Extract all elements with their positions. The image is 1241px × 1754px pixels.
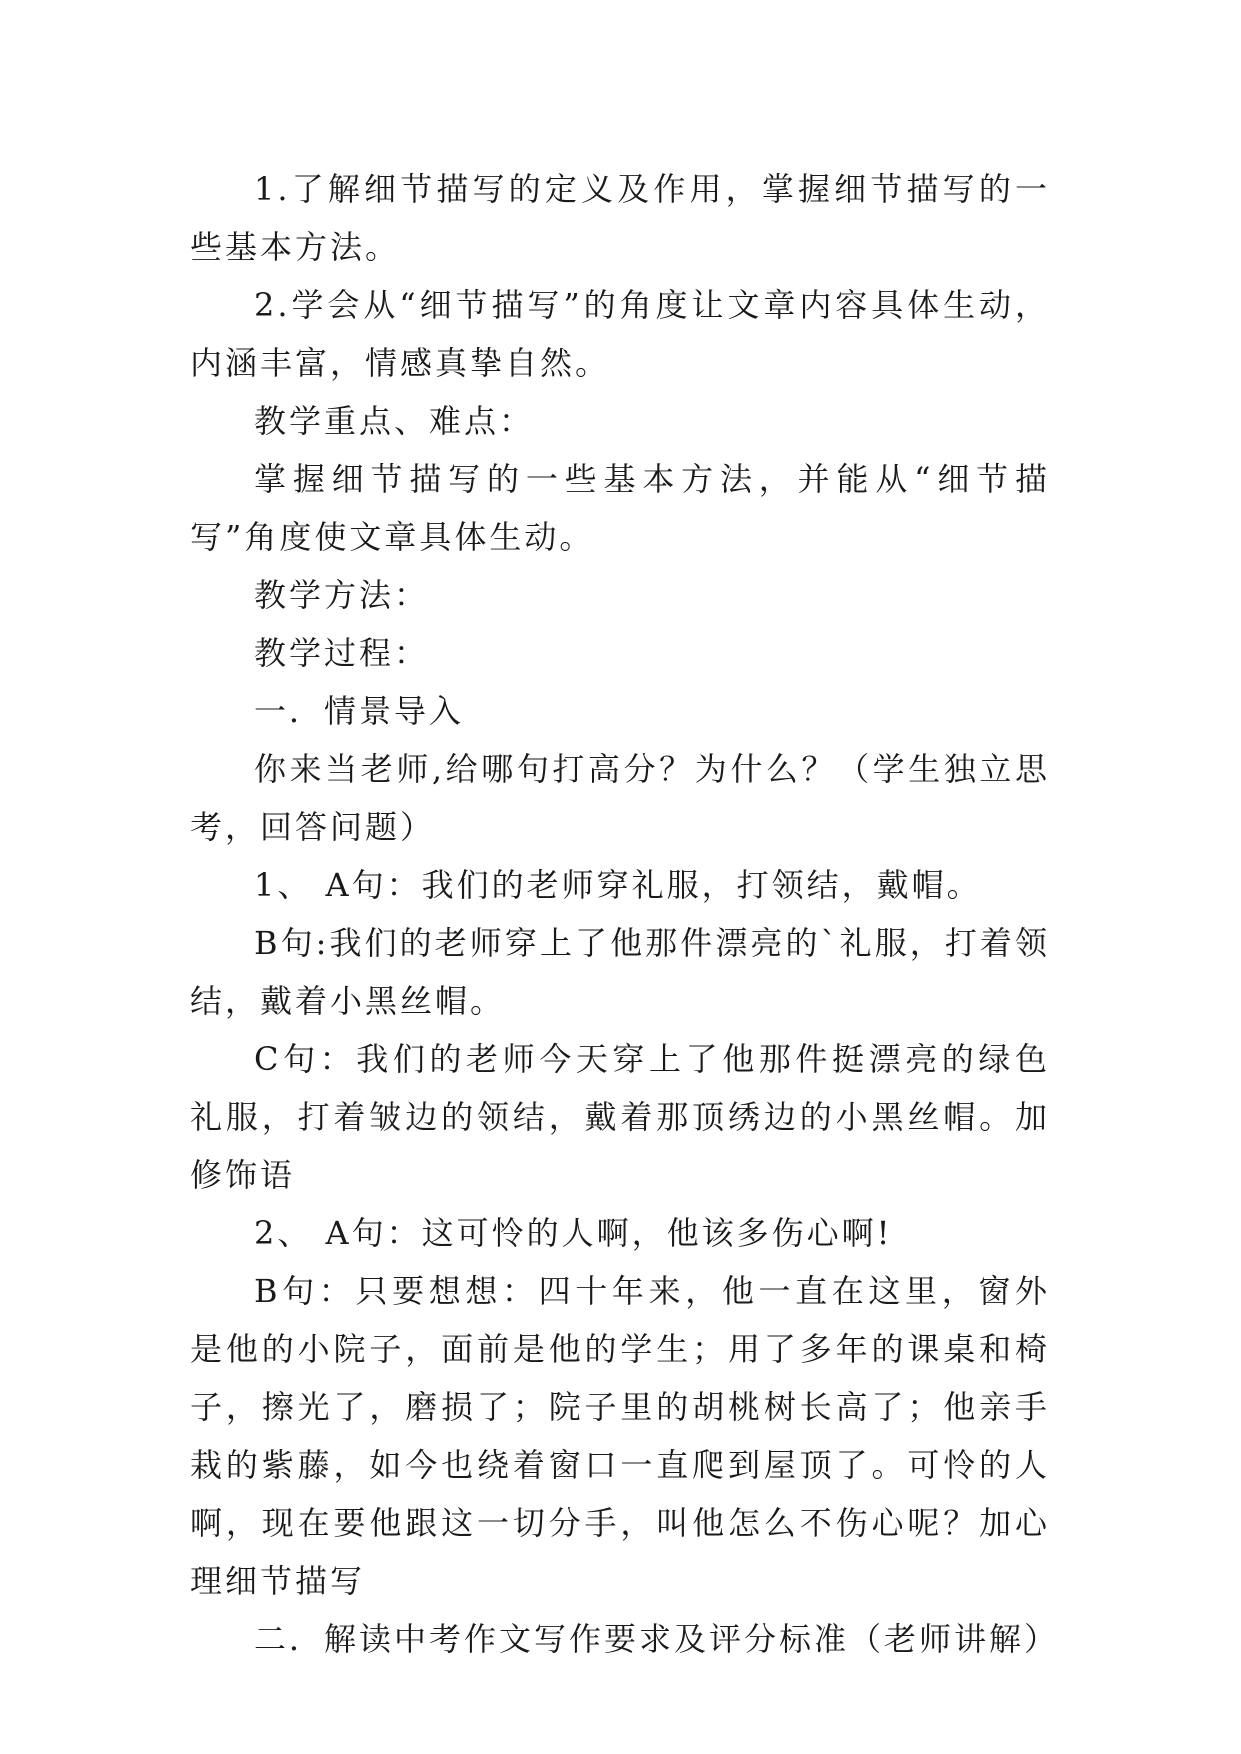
objective-2: 2.学会从“细节描写”的角度让文章内容具体生动，内涵丰富，情感真挚自然。	[190, 286, 1050, 382]
example-1-sentence-b: B句:我们的老师穿上了他那件漂亮的`礼服，打着领结，戴着小黑丝帽。	[190, 924, 1050, 1020]
section-2-heading: 二．解读中考作文写作要求及评分标准（老师讲解）	[254, 1620, 1060, 1658]
example-2-sentence-a: 2、 A句：这可怜的人啊，他该多伤心啊!	[254, 1214, 893, 1252]
teaching-methods-heading: 教学方法：	[254, 576, 430, 614]
teaching-process-heading: 教学过程：	[254, 634, 430, 672]
example-2-sentence-b: B句：只要想想：四十年来，他一直在这里，窗外是他的小院子，面前是他的学生；用了多年的课桌和椅子，擦光了，磨损了；院子里的胡桃树长高了；他亲手栽的紫藤，如今也绕着窗口一直爬到屋顶了。可怜的人啊，现在要他跟这一切分手，叫他怎么不伤心呢？加心理细节描写	[190, 1272, 1050, 1600]
objective-1: 1.了解细节描写的定义及作用，掌握细节描写的一些基本方法。	[190, 170, 1050, 266]
example-1-sentence-a: 1、 A句：我们的老师穿礼服，打领结，戴帽。	[254, 866, 982, 904]
example-1-sentence-c: C句：我们的老师今天穿上了他那件挺漂亮的绿色礼服，打着皱边的领结，戴着那顶绣边的小黑丝帽。加修饰语	[190, 1040, 1050, 1194]
section-1-heading: 一．情景导入	[254, 692, 465, 730]
question-prompt: 你来当老师,给哪句打高分？为什么？（学生独立思考，回答问题）	[190, 750, 1050, 846]
document-body	[190, 160, 1060, 1668]
key-points-heading: 教学重点、难点：	[254, 402, 535, 440]
key-points-text: 掌握细节描写的一些基本方法，并能从“细节描写”角度使文章具体生动。	[190, 460, 1050, 556]
